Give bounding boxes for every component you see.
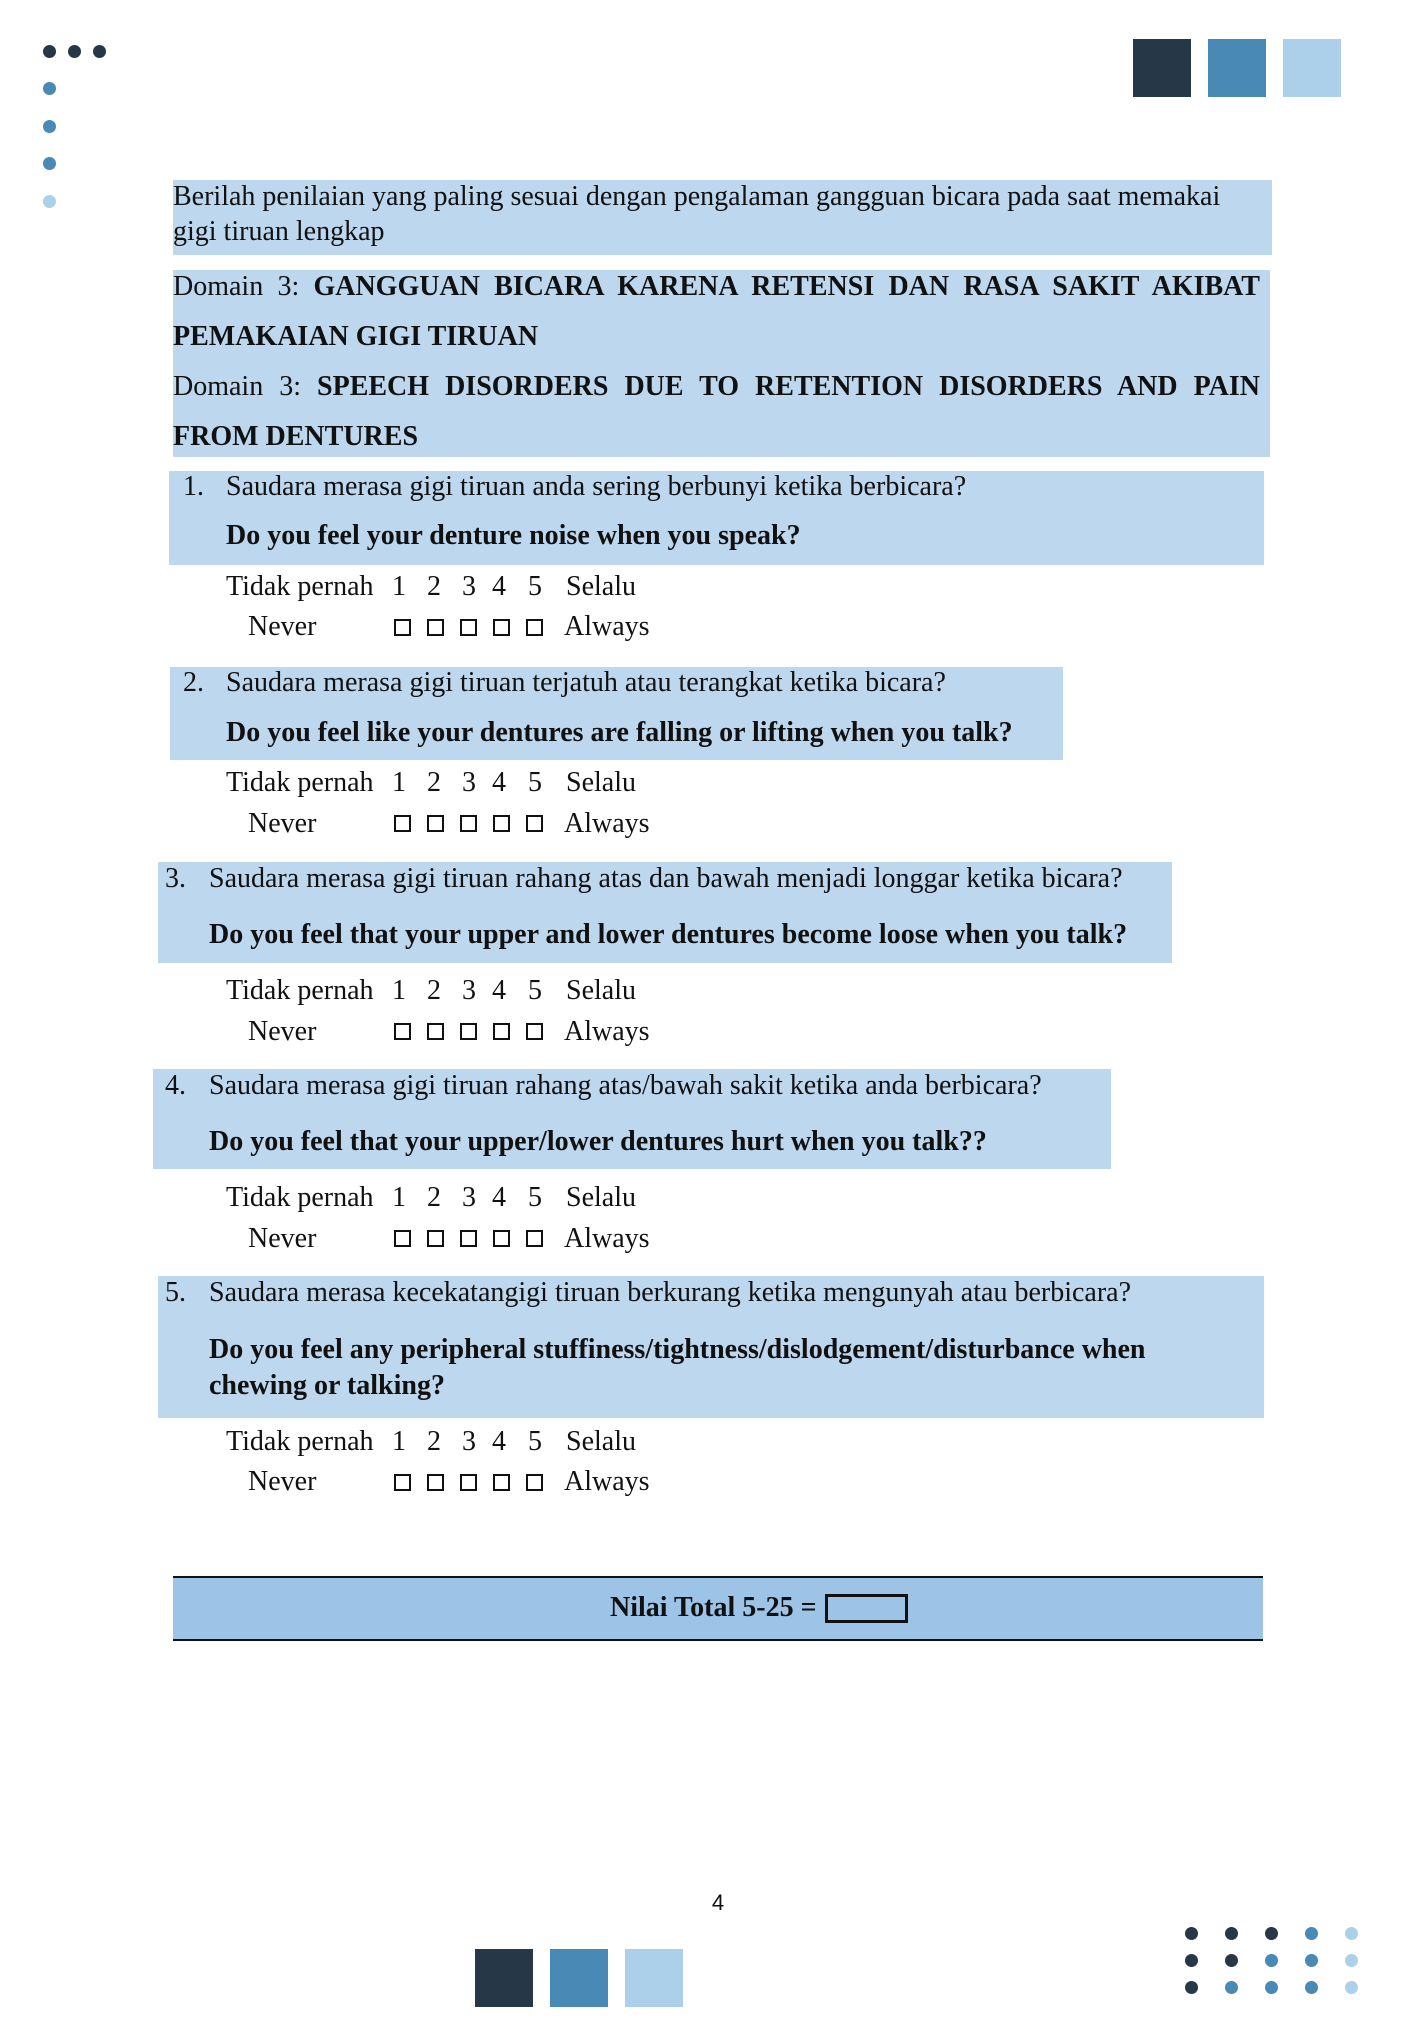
decor-dot <box>43 120 56 133</box>
intro-text-line1: Berilah penilaian yang paling sesuai dengan pengalaman gangguan bicara pada saat memakai <box>173 181 1221 212</box>
scale-num: 2 <box>427 1182 441 1213</box>
question-text-en: Do you feel like your dentures are falling or lifting when you talk? <box>226 717 1013 748</box>
decor-square <box>475 1949 533 2007</box>
rating-checkbox[interactable] <box>460 815 477 832</box>
rating-checkbox[interactable] <box>427 1230 444 1247</box>
scale-num: 2 <box>427 767 441 798</box>
decor-dot <box>1305 1927 1318 1940</box>
question-text-id: Saudara merasa gigi tiruan anda sering berbunyi ketika berbicara? <box>226 471 967 502</box>
rating-checkbox[interactable] <box>394 1023 411 1040</box>
scale-right-en: Always <box>564 611 650 642</box>
scale-num: 1 <box>392 975 406 1006</box>
domain-title-id: GANGGUAN BICARA KARENA RETENSI DAN RASA SAKIT AKIBAT <box>313 271 1260 302</box>
rating-checkbox[interactable] <box>460 1474 477 1491</box>
scale-num: 2 <box>427 1426 441 1457</box>
scale-num: 3 <box>462 767 476 798</box>
domain-title-en-line1 <box>173 370 1260 404</box>
scale-num: 3 <box>462 1426 476 1457</box>
decor-dot <box>1225 1981 1238 1994</box>
scale-left-en: Never <box>248 611 317 642</box>
rating-checkbox[interactable] <box>394 1230 411 1247</box>
rating-checkbox[interactable] <box>460 1230 477 1247</box>
decor-dot <box>93 45 106 58</box>
question-text-id: Saudara merasa gigi tiruan rahang atas/bawah sakit ketika anda berbicara? <box>209 1070 1042 1101</box>
scale-right-id: Selalu <box>566 975 636 1006</box>
scale-left-id: Tidak pernah <box>226 571 374 602</box>
scale-num: 3 <box>462 1182 476 1213</box>
scale-num: 4 <box>492 571 506 602</box>
decor-square <box>550 1949 608 2007</box>
decor-dot <box>1305 1954 1318 1967</box>
rating-checkbox[interactable] <box>526 1023 543 1040</box>
scale-num: 4 <box>492 1182 506 1213</box>
scale-left-id: Tidak pernah <box>226 1426 374 1457</box>
domain-title-en-line2: FROM DENTURES <box>173 421 419 452</box>
scale-right-en: Always <box>564 1223 650 1254</box>
decor-dot <box>43 157 56 170</box>
scale-num: 1 <box>392 571 406 602</box>
question-number: 3. <box>165 863 186 894</box>
question-number: 2. <box>183 667 204 698</box>
rating-checkbox[interactable] <box>493 1230 510 1247</box>
rating-checkbox[interactable] <box>493 619 510 636</box>
scale-left-id: Tidak pernah <box>226 1182 374 1213</box>
rating-checkbox[interactable] <box>427 1023 444 1040</box>
decor-dot <box>1225 1954 1238 1967</box>
scale-left-en: Never <box>248 1016 317 1047</box>
question-text-en: Do you feel your denture noise when you speak? <box>226 520 801 551</box>
scale-num: 5 <box>528 1426 542 1457</box>
scale-right-id: Selalu <box>566 1182 636 1213</box>
scale-num: 1 <box>392 1426 406 1457</box>
decor-dot <box>1185 1927 1198 1940</box>
question-text-id: Saudara merasa kecekatangigi tiruan berkurang ketika mengunyah atau berbicara? <box>209 1277 1132 1308</box>
rating-scale <box>0 1181 700 1261</box>
scale-left-en: Never <box>248 1223 317 1254</box>
rating-checkbox[interactable] <box>493 815 510 832</box>
scale-num: 3 <box>462 975 476 1006</box>
rating-checkbox[interactable] <box>394 1474 411 1491</box>
scale-right-id: Selalu <box>566 767 636 798</box>
rating-checkbox[interactable] <box>427 815 444 832</box>
rating-checkbox[interactable] <box>493 1474 510 1491</box>
decor-dot <box>1185 1981 1198 1994</box>
scale-num: 4 <box>492 1426 506 1457</box>
scale-num: 3 <box>462 571 476 602</box>
rating-checkbox[interactable] <box>526 619 543 636</box>
question-number: 5. <box>165 1277 186 1308</box>
scale-left-en: Never <box>248 1466 317 1497</box>
rating-checkbox[interactable] <box>394 815 411 832</box>
question-text-en-line2: chewing or talking? <box>209 1370 445 1401</box>
rating-checkbox[interactable] <box>427 1474 444 1491</box>
decor-square <box>1283 39 1341 97</box>
decor-dot <box>1345 1954 1358 1967</box>
question-text-en: Do you feel that your upper/lower dentures hurt when you talk?? <box>209 1126 987 1157</box>
scale-num: 2 <box>427 975 441 1006</box>
decor-dot <box>1345 1981 1358 1994</box>
rating-checkbox[interactable] <box>526 1474 543 1491</box>
scale-right-id: Selalu <box>566 1426 636 1457</box>
rating-checkbox[interactable] <box>526 815 543 832</box>
rating-checkbox[interactable] <box>493 1023 510 1040</box>
scale-right-en: Always <box>564 1466 650 1497</box>
scale-num: 4 <box>492 975 506 1006</box>
scale-left-id: Tidak pernah <box>226 975 374 1006</box>
question-text-id: Saudara merasa gigi tiruan terjatuh atau terangkat ketika bicara? <box>226 667 946 698</box>
scale-num: 5 <box>528 767 542 798</box>
intro-text-line2: gigi tiruan lengkap <box>173 216 385 247</box>
domain-title-en: SPEECH DISORDERS DUE TO RETENTION DISORDERS AND PAIN <box>317 371 1260 402</box>
decor-square <box>1133 39 1191 97</box>
rating-scale <box>0 570 700 650</box>
question-text-en: Do you feel that your upper and lower dentures become loose when you talk? <box>209 919 1128 950</box>
decor-dot <box>1265 1927 1278 1940</box>
rating-scale <box>0 766 700 846</box>
decor-square <box>1208 39 1266 97</box>
scale-num: 4 <box>492 767 506 798</box>
rating-checkbox[interactable] <box>394 619 411 636</box>
decor-square <box>625 1949 683 2007</box>
question-text-id: Saudara merasa gigi tiruan rahang atas dan bawah menjadi longgar ketika bicara? <box>209 863 1123 894</box>
decor-dot <box>1305 1981 1318 1994</box>
page-number: 4 <box>711 1890 725 1915</box>
decor-dot <box>43 45 56 58</box>
scale-num: 5 <box>528 975 542 1006</box>
scale-right-id: Selalu <box>566 571 636 602</box>
decor-dot <box>43 195 56 208</box>
question-number: 1. <box>183 471 204 502</box>
scale-num: 1 <box>392 1182 406 1213</box>
decor-dot <box>43 82 56 95</box>
decor-dot <box>1185 1954 1198 1967</box>
scale-right-en: Always <box>564 808 650 839</box>
domain-title-id-line2: PEMAKAIAN GIGI TIRUAN <box>173 321 539 352</box>
rating-scale <box>0 974 700 1054</box>
scale-left-en: Never <box>248 808 317 839</box>
scale-left-id: Tidak pernah <box>226 767 374 798</box>
decor-dot <box>68 45 81 58</box>
decor-dot <box>1345 1927 1358 1940</box>
decor-dot <box>1265 1954 1278 1967</box>
decor-dot <box>1265 1981 1278 1994</box>
question-number: 4. <box>165 1070 186 1101</box>
scale-num: 5 <box>528 1182 542 1213</box>
rating-checkbox[interactable] <box>460 619 477 636</box>
scale-num: 1 <box>392 767 406 798</box>
domain-prefix-en: Domain 3: <box>173 371 302 402</box>
domain-title-id-line1 <box>173 270 1260 304</box>
question-text-en-line1: Do you feel any peripheral stuffiness/tightness/dislodgement/disturbance when <box>209 1334 1146 1365</box>
decor-dot <box>1225 1927 1238 1940</box>
scale-right-en: Always <box>564 1016 650 1047</box>
scale-num: 5 <box>528 571 542 602</box>
rating-checkbox[interactable] <box>526 1230 543 1247</box>
rating-scale <box>0 1425 700 1505</box>
scale-num: 2 <box>427 571 441 602</box>
domain-prefix-id: Domain 3: <box>173 271 300 302</box>
rating-checkbox[interactable] <box>427 619 444 636</box>
rating-checkbox[interactable] <box>460 1023 477 1040</box>
total-label: Nilai Total 5-25 = <box>610 1592 817 1623</box>
total-input[interactable] <box>825 1594 908 1623</box>
